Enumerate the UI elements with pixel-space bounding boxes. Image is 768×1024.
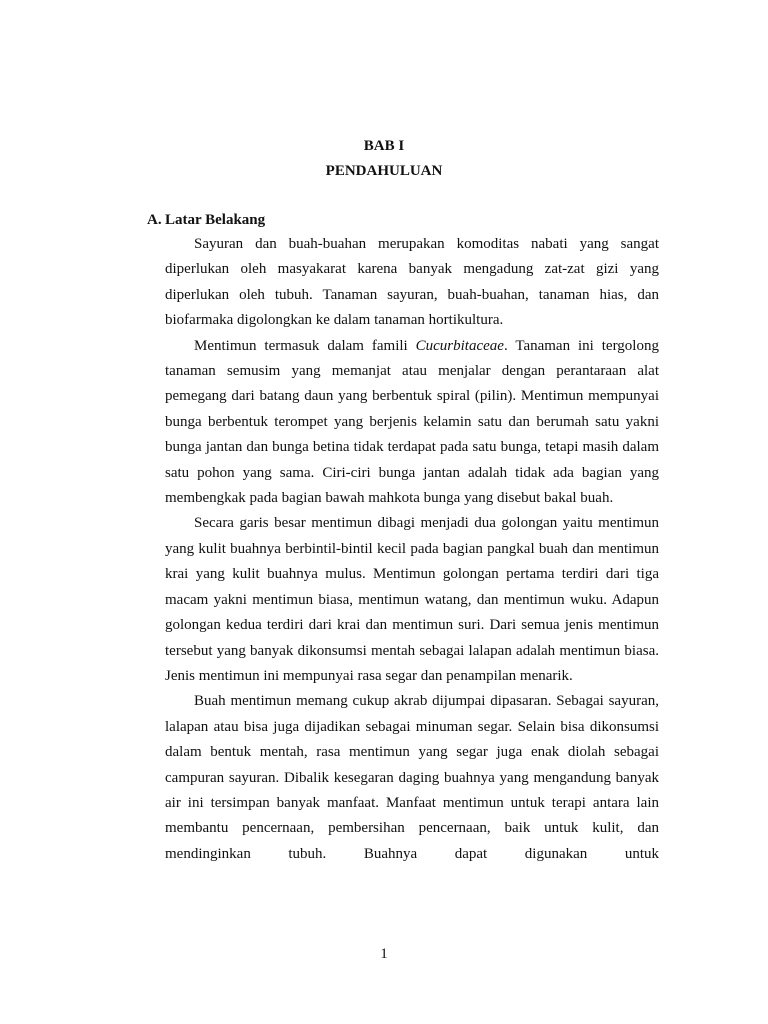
section-title: Latar Belakang <box>165 212 266 228</box>
section-label: A. <box>147 212 162 228</box>
paragraph-1: Sayuran dan buah-buahan merupakan komoditas nabati yang sangat diperlukan oleh masyakarat karena banyak mengadung zat-zat gizi yang diperlukan oleh tubuh. Tanaman sayuran, buah-buahan, tanaman hias, dan biofarmaka digolongkan ke dalam tanaman hortikultura. <box>165 236 659 329</box>
paragraph-4: Buah mentimun memang cukup akrab dijumpai dipasaran. Sebagai sayuran, lalapan atau bisa juga dijadikan sebagai minuman segar. Selain bisa dikonsumsi dalam bentuk mentah, rasa mentimun yang segar juga enak diolah sebagai campuran sayuran. Dibalik kesegaran daging buahnya yang mengandung banyak air ini tersimpan banyak manfaat. Manfaat mentimun untuk terapi antara lain membantu pencernaan, pembersihan pencernaan, baik untuk kulit, dan mendinginkan tubuh. Buahnya dapat digunakan untuk <box>165 693 659 862</box>
paragraph-2-start: Mentimun termasuk dalam famili <box>194 337 416 354</box>
chapter-number: BAB I <box>363 138 405 154</box>
body-text <box>165 232 659 867</box>
chapter-title: PENDAHULUAN <box>325 163 443 179</box>
paragraph-2-scientific-name: Cucurbitaceae <box>415 337 504 354</box>
page-number: 1 <box>380 946 388 962</box>
section-heading <box>147 212 265 229</box>
paragraph-2-end: . Tanaman ini tergolong tanaman semusim yang memanjat atau menjalar dengan perantaraan alat pemegang dari batang daun yang berbentuk spiral (pilin). Mentimun mempunyai bunga berbentuk terompet yang berjenis kelamin satu dan berumah satu yakni bunga jantan dan bunga betina tidak terdapat pada satu bunga, tetapi masih dalam satu pohon yang sama. Ciri-ciri bunga jantan adalah tidak ada bagian yang membengkak pada bagian bawah mahkota bunga yang disebut bakal buah. <box>165 337 659 507</box>
paragraph-2 <box>165 334 659 512</box>
paragraph-3: Secara garis besar mentimun dibagi menjadi dua golongan yaitu mentimun yang kulit buahnya berbintil-bintil kecil pada bagian pangkal buah dan mentimun krai yang kulit buahnya mulus. Mentimun golongan pertama terdiri dari tiga macam yakni mentimun biasa, mentimun watang, dan mentimun wuku. Adapun golongan kedua terdiri dari krai dan mentimun suri. Dari semua jenis mentimun tersebut yang banyak dikonsumsi mentah sebagai lalapan adalah mentimun biasa. Jenis mentimun ini mempunyai rasa segar dan penampilan menarik. <box>165 515 659 684</box>
